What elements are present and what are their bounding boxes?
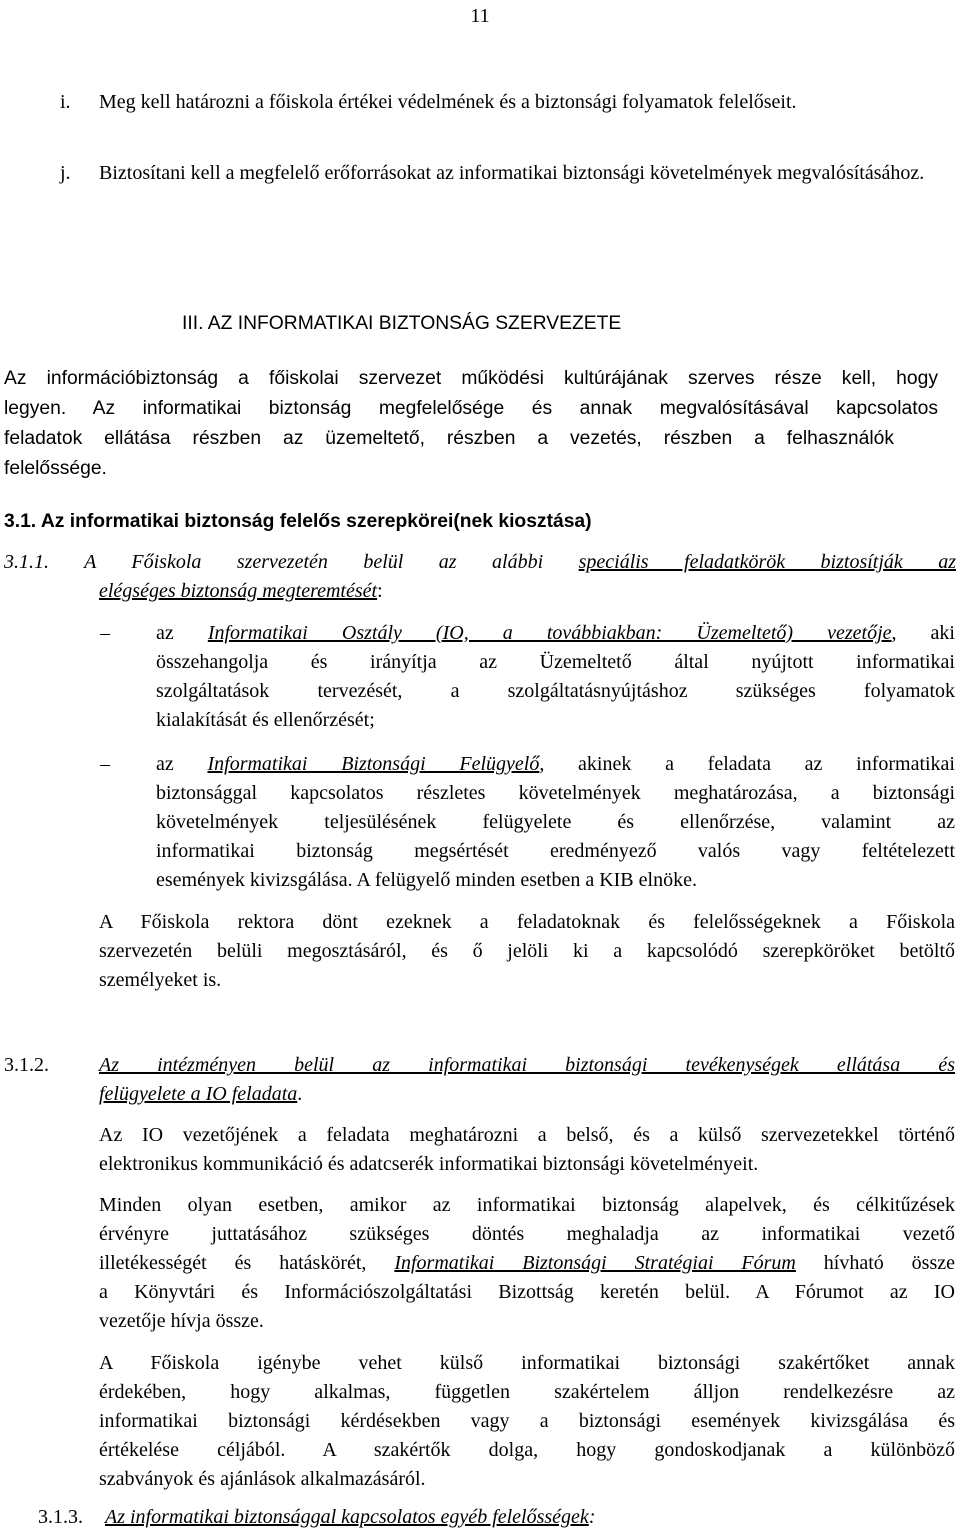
section-title-3-1-3 bbox=[105, 1503, 595, 1533]
role-rest: , akinek a feladata az informatikai bbox=[539, 753, 955, 775]
role-line bbox=[156, 619, 955, 649]
role-line: szolgáltatások tervezését, a szolgáltatásnyújtáshoz szükséges folyamatok bbox=[156, 680, 955, 702]
role-line: informatikai biztonság megsértését eredményező valós vagy feltételezett bbox=[156, 840, 955, 862]
section-title-end: . bbox=[297, 1083, 303, 1105]
section-number: 3.1. bbox=[4, 511, 37, 532]
list-item-text: Biztosítani kell a megfelelő erőforrásokat az informatikai biztonsági követelmények megvalósításához. bbox=[99, 162, 925, 184]
list-item-letter: i. bbox=[60, 91, 71, 113]
expert-paragraph-line: informatikai biztonsági kérdésekben vagy a biztonsági események kivizsgálása és bbox=[99, 1410, 955, 1432]
forum-paragraph-line: érvényre juttatásához szükséges döntés meghaladja az informatikai vezető bbox=[99, 1223, 955, 1245]
forum-link[interactable]: Informatikai Biztonsági Stratégiai Fórum bbox=[394, 1252, 796, 1274]
forum-paragraph-line: Minden olyan esetben, amikor az informatikai biztonság alapelvek, és célkitűzések bbox=[99, 1194, 955, 1216]
role-link[interactable]: Informatikai Biztonsági Felügyelő bbox=[207, 753, 540, 775]
role-dash: – bbox=[100, 622, 110, 644]
chapter-number: III. bbox=[182, 313, 204, 334]
section-title: Az informatikai biztonság felelős szerepkörei(nek kiosztása) bbox=[40, 511, 592, 532]
expert-paragraph-line: értékelése céljából. A szakértők dolga, hogy gondoskodjanak a különböző bbox=[99, 1439, 955, 1461]
forum-paragraph-line: vezetője hívja össze. bbox=[99, 1310, 264, 1332]
forum-paragraph-line: a Könyvtári és Információszolgáltatási Bizottság keretén belül. A Fórumot az IO bbox=[99, 1281, 955, 1303]
section-title-text: Az informatikai biztonsággal kapcsolatos egyéb felelősségek bbox=[105, 1506, 589, 1528]
role-dash: – bbox=[100, 753, 110, 775]
section-colon: : bbox=[377, 580, 383, 602]
forum-text: illetékességét és hatáskörét, bbox=[99, 1252, 367, 1274]
forum-paragraph-line bbox=[99, 1249, 955, 1279]
intro-paragraph-line: feladatok ellátása részben az üzemeltető, részben a vezetés, részben a felhasználók bbox=[4, 428, 894, 449]
rector-paragraph-line: A Főiskola rektora dönt ezeknek a feladatoknak és felelősségeknek a Főiskola bbox=[99, 911, 955, 933]
expert-paragraph-line: A Főiskola igénybe vehet külső informatikai biztonsági szakértőket annak bbox=[99, 1352, 955, 1374]
section-3-1-1-line bbox=[99, 577, 383, 607]
intro-paragraph-line: felelőssége. bbox=[4, 458, 107, 479]
section-title-line: Az intézményen belül az informatikai biztonsági tevékenységek ellátása és bbox=[99, 1054, 955, 1076]
role-line: követelmények teljesülésének felügyelete és ellenőrzése, valamint az bbox=[156, 811, 955, 833]
rector-paragraph-line: személyeket is. bbox=[99, 969, 222, 991]
forum-text: hívható össze bbox=[823, 1252, 956, 1274]
section-number-3-1-2: 3.1.2. bbox=[4, 1054, 49, 1076]
expert-paragraph-line: szabványok és ajánlások alkalmazásáról. bbox=[99, 1468, 426, 1490]
page-number: 11 bbox=[470, 5, 490, 27]
chapter-title: AZ INFORMATIKAI BIZTONSÁG SZERVEZETE bbox=[207, 313, 622, 334]
section-colon: : bbox=[588, 1506, 596, 1528]
section-heading-3-1 bbox=[4, 507, 592, 537]
role-prefix: az bbox=[156, 622, 174, 644]
section-number-3-1-3: 3.1.3. bbox=[38, 1506, 83, 1528]
intro-paragraph-line: legyen. Az informatikai biztonság megfelelősége és annak megvalósításával kapcsolatos bbox=[4, 398, 938, 419]
section-lead: A Főiskola szervezetén belül az alábbi bbox=[84, 551, 544, 573]
role-line: biztonsággal kapcsolatos részletes követelmények meghatározása, a biztonsági bbox=[156, 782, 955, 804]
section-3-1-1-line bbox=[4, 548, 956, 578]
role-line bbox=[156, 750, 955, 780]
section-underlined-text: elégséges biztonság megteremtését bbox=[99, 580, 378, 602]
role-line: összehangolja és irányítja az Üzemeltető által nyújtott informatikai bbox=[156, 651, 955, 673]
intro-paragraph-line: Az információbiztonság a főiskolai szervezet működési kultúrájának szerves része kell, hogy bbox=[4, 368, 938, 389]
role-line: események kivizsgálása. A felügyelő minden esetben a KIB elnöke. bbox=[156, 869, 697, 891]
role-prefix: az bbox=[156, 753, 174, 775]
role-link[interactable]: Informatikai Osztály (IO, a továbbiakban: Üzemeltető) vezetője bbox=[207, 622, 892, 644]
section-title-text: felügyelete a IO feladata bbox=[99, 1083, 298, 1105]
section-underlined-text: speciális feladatkörök biztosítják az bbox=[578, 551, 957, 573]
section-title-line bbox=[99, 1080, 302, 1110]
io-paragraph-line: Az IO vezetőjének a feladata meghatározni a belső, és a külső szervezetekkel történő bbox=[99, 1124, 955, 1146]
role-line: kialakítását és ellenőrzését; bbox=[156, 709, 375, 731]
list-item-letter: j. bbox=[60, 162, 71, 184]
chapter-heading bbox=[182, 309, 621, 339]
list-item-text: Meg kell határozni a főiskola értékei védelmének és a biztonsági folyamatok felelőseit. bbox=[99, 91, 797, 113]
section-number: 3.1.1. bbox=[4, 551, 49, 573]
rector-paragraph-line: szervezetén belüli megosztásáról, és ő jelöli ki a kapcsolódó szerepköröket betöltő bbox=[99, 940, 955, 962]
role-rest: , aki bbox=[891, 622, 955, 644]
io-paragraph-line: elektronikus kommunikáció és adatcserék informatikai biztonsági követelményeit. bbox=[99, 1153, 759, 1175]
expert-paragraph-line: érdekében, hogy alkalmas, független szakértelem álljon rendelkezésre az bbox=[99, 1381, 955, 1403]
